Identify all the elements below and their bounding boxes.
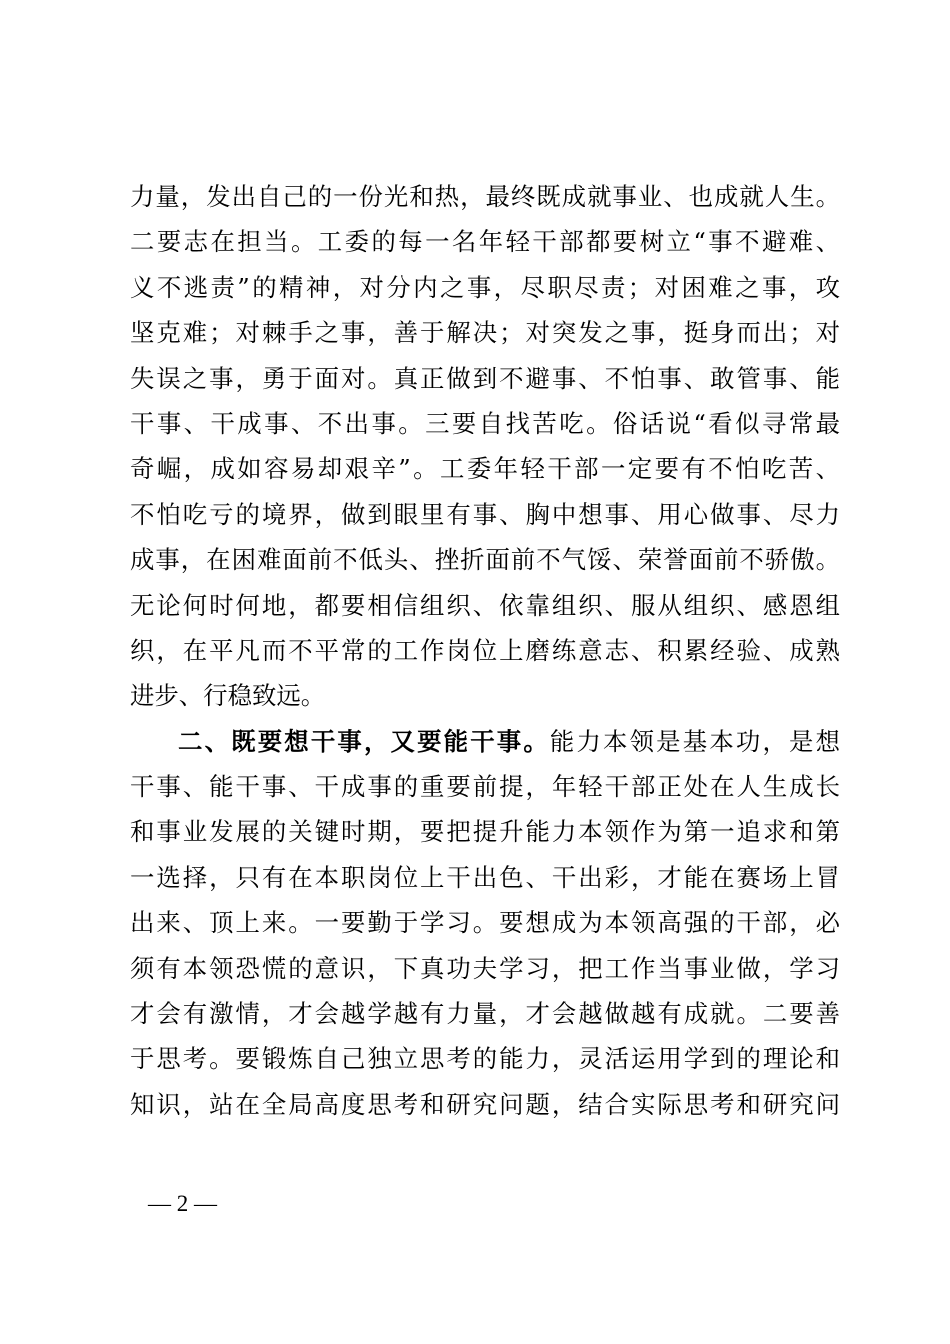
text-line: 进步、行稳致远。 [130, 681, 326, 711]
text-line: 出来、顶上来。一要勤于学习。要想成为本领高强的干部，必 [130, 908, 840, 938]
text-line: 无论何时何地，都要相信组织、依靠组织、服从组织、感恩组 [130, 590, 840, 620]
page-number: — 2 — [148, 1191, 217, 1216]
text-line: 才会有激情，才会越学越有力量，才会越做越有成就。二要善 [130, 999, 840, 1029]
text-line: 奇崛，成如容易却艰辛”。工委年轻干部一定要有不怕吃苦、 [130, 454, 840, 484]
text-line: 不怕吃亏的境界，做到眼里有事、胸中想事、用心做事、尽力 [130, 499, 840, 529]
text-line: 织，在平凡而不平常的工作岗位上磨练意志、积累经验、成熟 [130, 635, 840, 665]
text-line: 失误之事，勇于面对。真正做到不避事、不怕事、敢管事、能 [130, 363, 840, 393]
section-heading: 二、既要想干事，又要能干事。 [178, 726, 550, 756]
text-line: 干事、能干事、干成事的重要前提，年轻干部正处在人生成长 [130, 772, 840, 802]
text-line: 和事业发展的关键时期，要把提升能力本领作为第一追求和第 [130, 817, 840, 847]
text-line: 力量，发出自己的一份光和热，最终既成就事业、也成就人生。 [130, 182, 840, 211]
text-line: 义不逃责”的精神，对分内之事，尽职尽责；对困难之事，攻 [130, 272, 840, 302]
text-line: 坚克难；对棘手之事，善于解决；对突发之事，挺身而出；对 [130, 318, 840, 348]
text-line: 于思考。要锻炼自己独立思考的能力，灵活运用学到的理论和 [130, 1044, 840, 1074]
text-line-rest: 能力本领是基本功，是想 [549, 726, 840, 756]
section-heading-line [130, 719, 840, 764]
text-line: 一选择，只有在本职岗位上干出色、干出彩，才能在赛场上冒 [130, 862, 840, 892]
text-line: 二要志在担当。工委的每一名年轻干部都要树立“事不避难、 [130, 227, 840, 257]
text-line: 须有本领恐慌的意识，下真功夫学习，把工作当事业做，学习 [130, 953, 840, 983]
body-text [130, 174, 840, 1127]
text-line: 成事，在困难面前不低头、挫折面前不气馁、荣誉面前不骄傲。 [130, 545, 840, 575]
text-line: 干事、干成事、不出事。三要自找苦吃。俗话说“看似寻常最 [130, 408, 840, 438]
text-line: 知识，站在全局高度思考和研究问题，结合实际思考和研究问 [130, 1089, 840, 1119]
